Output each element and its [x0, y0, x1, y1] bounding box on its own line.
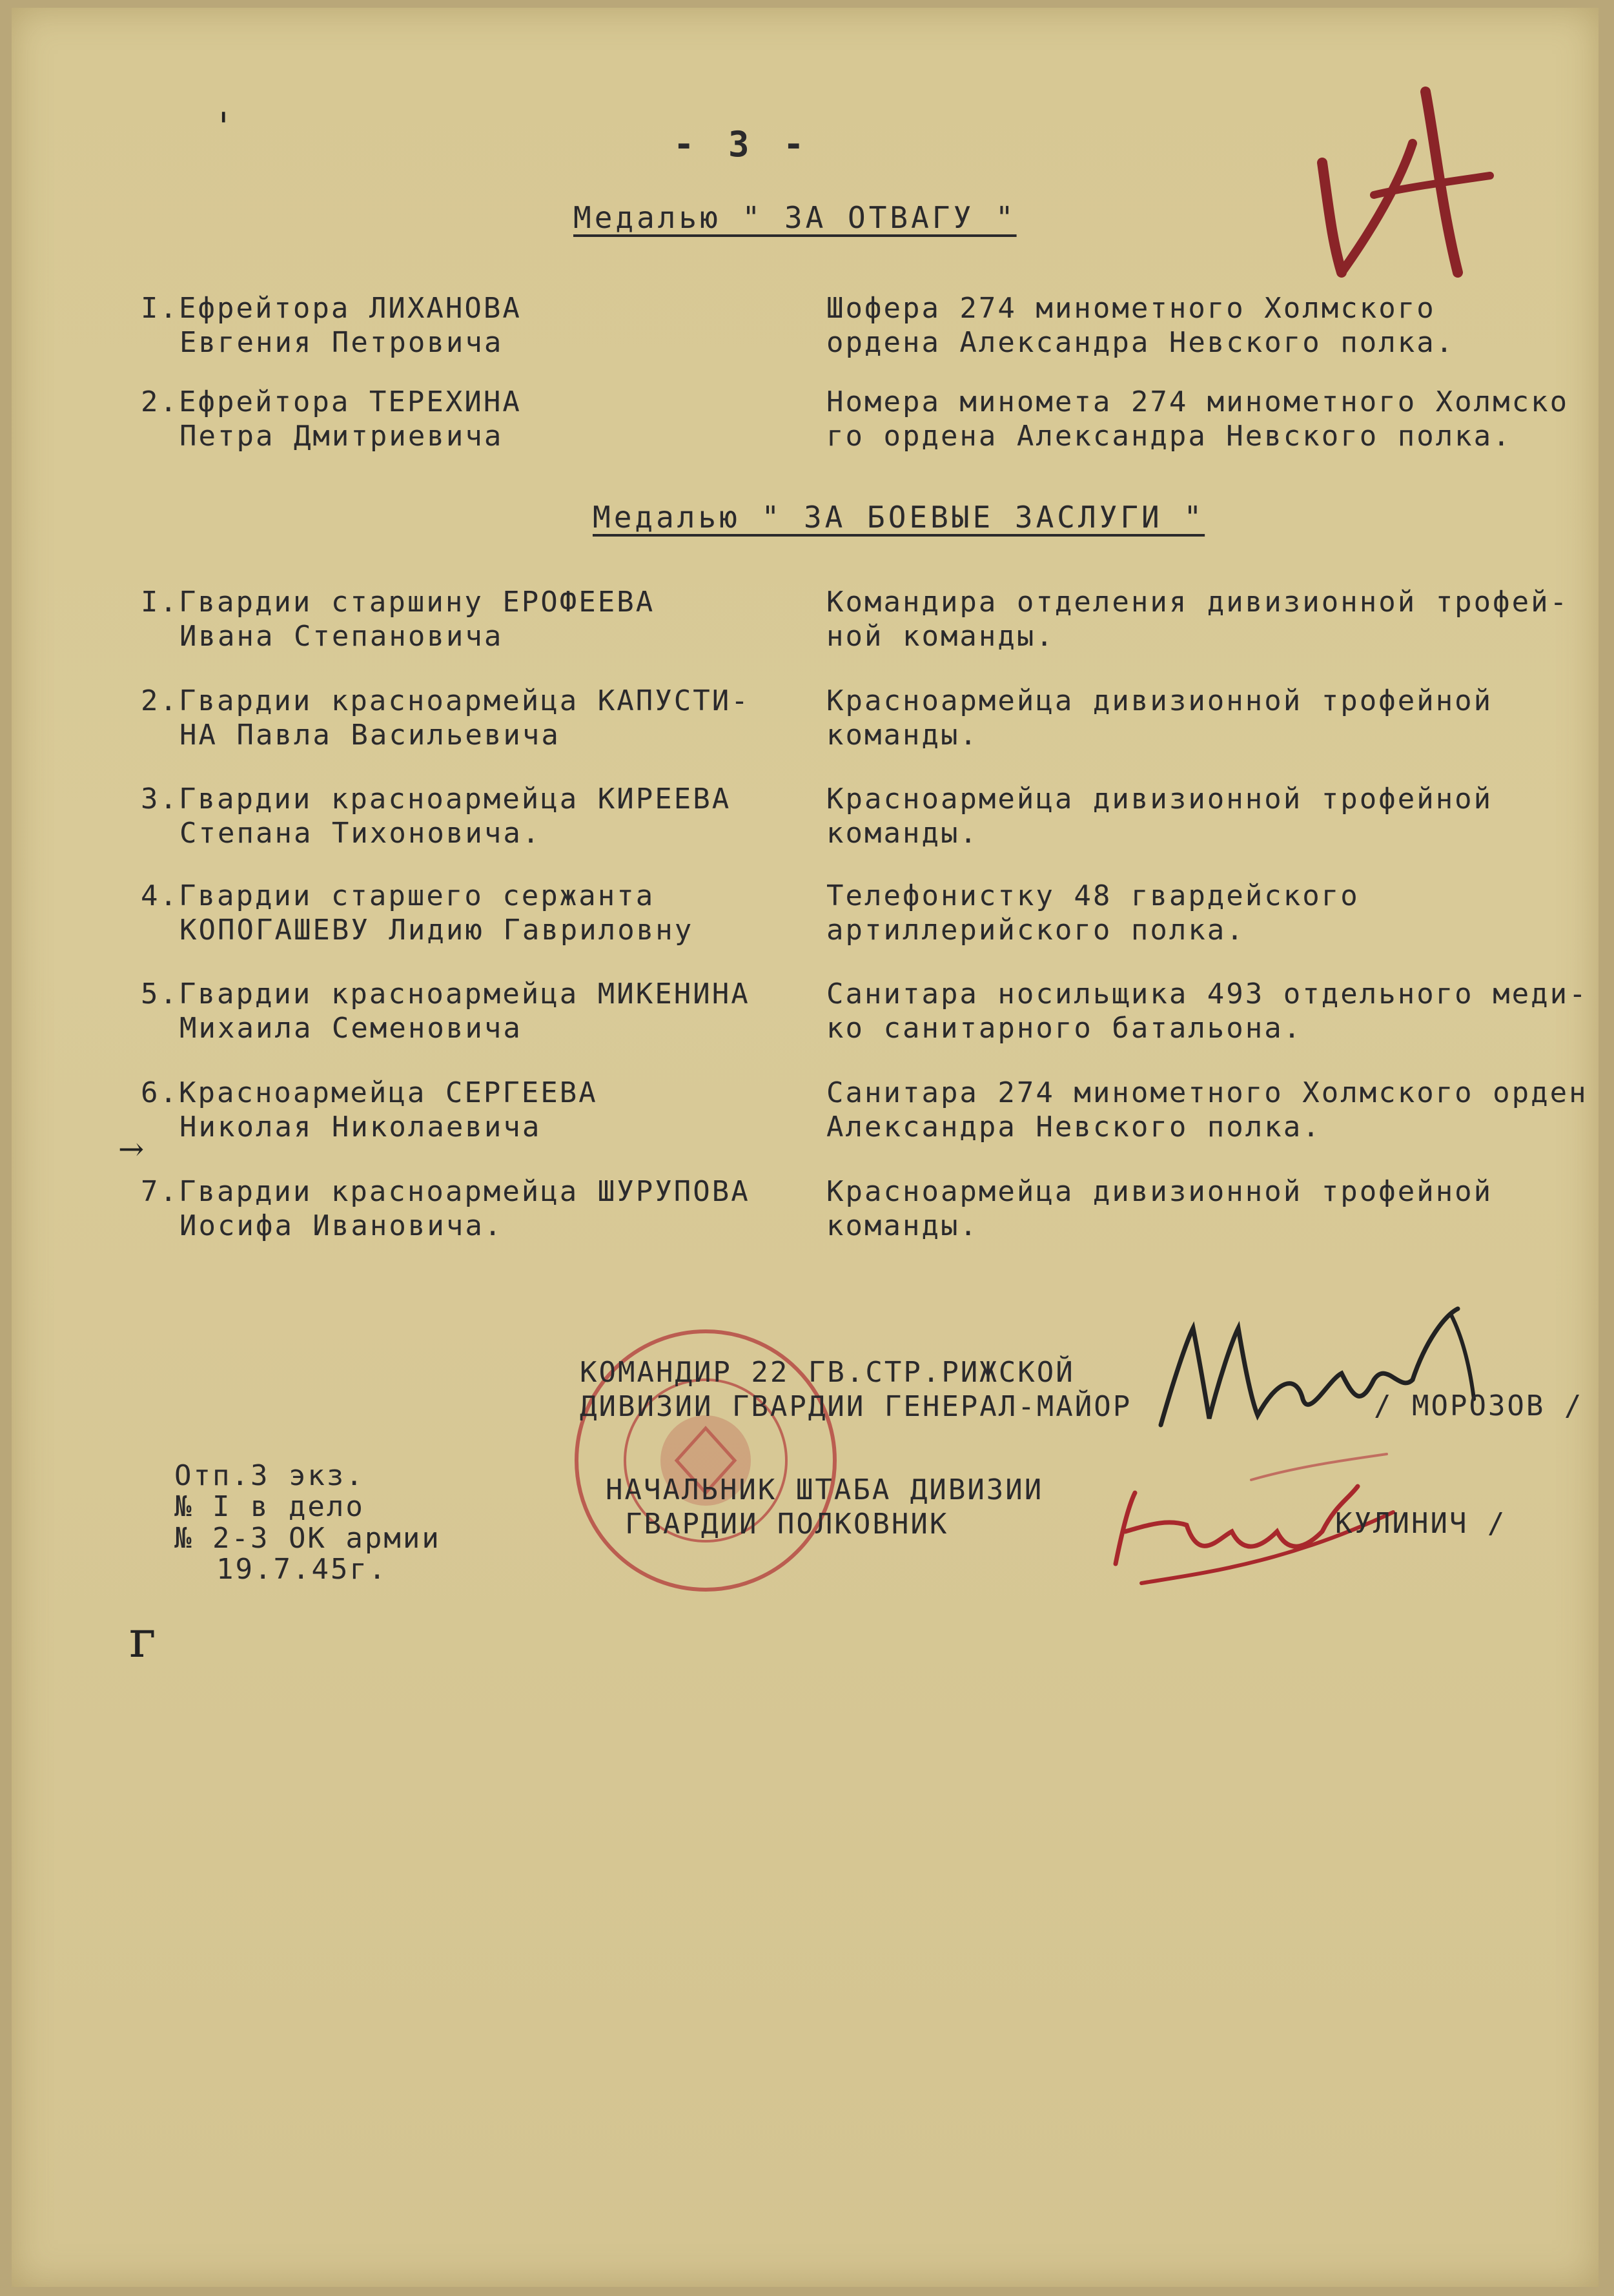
entry-name-line: Евгения Петровича — [179, 325, 504, 359]
bottom-left-mark: г — [129, 1609, 156, 1669]
entry-position-line: Красноармейца дивизионной трофейной — [826, 1175, 1493, 1208]
entry-name-line: 6.Красноармейца СЕРГЕЕВА — [141, 1076, 598, 1109]
entry-name-line: КОПОГАШЕВУ Лидию Гавриловну — [179, 913, 694, 947]
entry-name-line: Иосифа Ивановича. — [179, 1209, 504, 1242]
entry-position-line: Санитара носильщика 493 отдельного меди- — [826, 978, 1588, 1010]
chief-of-staff-title-line: ГВАРДИИ ПОЛКОВНИК — [625, 1507, 949, 1541]
commander-title — [580, 1356, 1132, 1424]
commander-name: / МОРОЗОВ / — [1374, 1389, 1584, 1422]
list-item — [12, 1175, 1599, 1259]
entry-position-line: Санитара 274 минометного Холмского орден — [826, 1076, 1588, 1109]
entry-name-line: 3.Гвардии красноармейца КИРЕЕВА — [141, 783, 731, 815]
entry-name-line: I.Гвардии старшину ЕРОФЕЕВА — [141, 586, 655, 619]
top-left-mark: ' — [218, 105, 229, 150]
entry-position-line: Шофера 274 минометного Холмского — [826, 292, 1436, 325]
entry-name-line: 4.Гвардии старшего сержанта — [141, 879, 655, 912]
commander-title-line: ДИВИЗИИ ГВАРДИИ ГЕНЕРАЛ-МАЙОР — [580, 1389, 1132, 1423]
list-item — [12, 978, 1599, 1061]
entry-name-line: Ивана Степановича — [179, 619, 504, 653]
list-item — [12, 879, 1599, 963]
handwritten-mark-icon — [1296, 79, 1509, 285]
entry-position-line: Красноармейца дивизионной трофейной — [826, 783, 1493, 815]
page-number: - 3 - — [673, 124, 811, 165]
list-item — [12, 292, 1599, 376]
document-page — [12, 8, 1599, 2287]
entry-position-line: ко санитарного батальона. — [826, 1011, 1303, 1045]
entry-name-line: Михаила Семеновича — [179, 1011, 522, 1045]
entry-name-line: Степана Тихоновича. — [179, 816, 542, 850]
entry-position-line: команды. — [826, 718, 979, 752]
entry-position-line: ордена Александра Невского полка. — [826, 325, 1455, 359]
entry-position-line: го ордена Александра Невского полка. — [826, 419, 1512, 453]
entry-name-line: I.Ефрейтора ЛИХАНОВА — [141, 292, 522, 325]
chief-of-staff-title-line: НАЧАЛЬНИК ШТАБА ДИВИЗИИ — [606, 1473, 1044, 1506]
entry-name-line: Петра Дмитриевича — [179, 419, 504, 453]
entry-name-line: Николая Николаевича — [179, 1110, 542, 1143]
list-item — [12, 783, 1599, 866]
entry-name-line: 5.Гвардии красноармейца МИКЕНИНА — [141, 978, 750, 1010]
distribution-line: 19.7.45г. — [216, 1553, 388, 1586]
list-item — [12, 684, 1599, 768]
commander-title-line: КОМАНДИР 22 ГВ.СТР.РИЖСКОЙ — [580, 1356, 1075, 1389]
entry-position-line: Номера миномета 274 минометного Холмско — [826, 385, 1569, 418]
chief-of-staff-name: КУЛИНИЧ / — [1335, 1507, 1507, 1540]
distribution-line: Отп.3 экз. — [174, 1459, 365, 1492]
distribution-notes — [174, 1461, 441, 1586]
list-item — [12, 586, 1599, 670]
list-item — [12, 1076, 1599, 1160]
section-heading-combat-merit: Медалью " ЗА БОЕВЫЕ ЗАСЛУГИ " — [593, 500, 1205, 535]
distribution-line: № 2-3 ОК армии — [174, 1521, 441, 1555]
entry-name-line: 2.Ефрейтора ТЕРЕХИНА — [141, 385, 522, 418]
entry-name-line: 7.Гвардии красноармейца ШУРУПОВА — [141, 1175, 750, 1208]
entry-position-line: команды. — [826, 1209, 979, 1242]
entry-position-line: артиллерийского полка. — [826, 913, 1245, 947]
arrow-mark-icon: → — [118, 1131, 145, 1167]
chief-of-staff-title — [606, 1473, 1043, 1542]
entry-position-line: Командира отделения дивизионной трофей- — [826, 586, 1569, 619]
section-heading-bravery: Медалью " ЗА ОТВАГУ " — [573, 200, 1017, 235]
entry-name-line: 2.Гвардии красноармейца КАПУСТИ- — [141, 684, 750, 717]
entry-position-line: Александра Невского полка. — [826, 1110, 1322, 1143]
entry-position-line: Красноармейца дивизионной трофейной — [826, 684, 1493, 717]
distribution-line: № I в дело — [174, 1490, 365, 1524]
list-item — [12, 385, 1599, 469]
entry-position-line: команды. — [826, 816, 979, 850]
entry-position-line: Телефонистку 48 гвардейского — [826, 879, 1360, 912]
entry-name-line: НА Павла Васильевича — [179, 718, 560, 752]
entry-position-line: ной команды. — [826, 619, 1055, 653]
